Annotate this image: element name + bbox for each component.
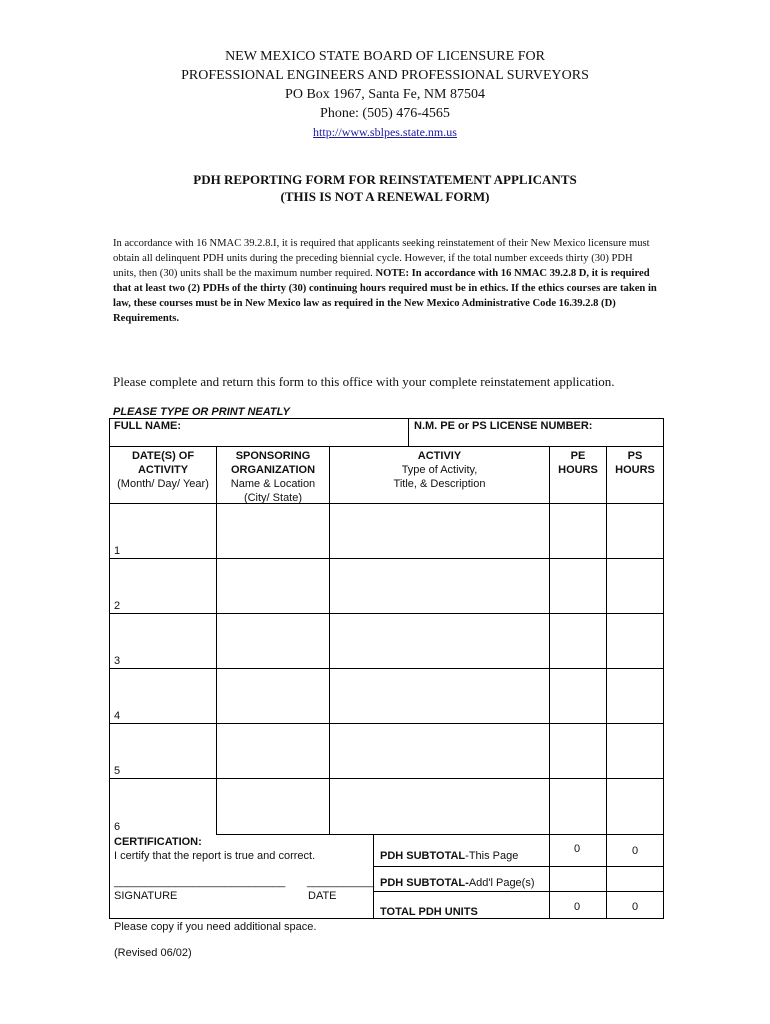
copy-note: Please copy if you need additional space.: [114, 921, 317, 933]
license-number-label: N.M. PE or PS LICENSE NUMBER:: [414, 420, 593, 432]
ps-subtotal-value: 0: [631, 845, 639, 857]
date-line: ___________: [307, 876, 375, 888]
total-pdh-label: TOTAL PDH UNITS: [380, 906, 478, 918]
form-title: PDH REPORTING FORM FOR REINSTATEMENT APPLICANTS: [193, 172, 577, 187]
col-date-l2: ACTIVITY: [137, 464, 189, 476]
full-name-label: FULL NAME:: [114, 420, 182, 432]
col-ps-l1: PS: [627, 450, 643, 462]
col-sponsor-header: [217, 449, 329, 505]
subtotal-page-label: [380, 850, 518, 862]
board-address: PO Box 1967, Santa Fe, NM 87504: [285, 87, 485, 102]
pe-total-value: 0: [573, 901, 581, 913]
intro-paragraph: [113, 236, 658, 326]
col-date-l3: (Month/ Day/ Year): [117, 478, 209, 490]
board-name-line2: PROFESSIONAL ENGINEERS AND PROFESSIONAL SURVEYORS: [181, 68, 589, 83]
form-subtitle: (THIS IS NOT A RENEWAL FORM): [280, 189, 490, 204]
col-pe-l1: PE: [570, 450, 586, 462]
col-pe-header: [550, 449, 606, 477]
col-date-header: [110, 449, 216, 491]
board-phone: Phone: (505) 476-4565: [320, 106, 450, 121]
col-activity-l1: ACTIVIY: [417, 450, 462, 462]
date-label: DATE: [308, 890, 337, 902]
col-ps-l2: HOURS: [615, 464, 655, 476]
col-sponsor-l3: Name & Location: [230, 478, 316, 490]
col-date-l1: DATE(S) OF: [131, 450, 195, 462]
row-number: 3: [114, 655, 121, 667]
intro-text: In accordance with 16 NMAC 39.2.8.I, it is required that applicants seeking reinstatement of their New Mexico licensure must obtain all delinquent PDH units during the preceding biennial cycle. However, if the total number exceeds thirty (30) PDH units, then (30) units shall be the maximum number required.: [113, 238, 650, 279]
col-sponsor-l2: ORGANIZATION: [230, 464, 316, 476]
intro-note: NOTE: In accordance with 16 NMAC 39.2.8 D, it is required that at least two (2) PDHs of the thirty (30) continuing hours required must be in ethics. If the ethics courses are taken in law, these courses must be in New Mexico law as required in the New Mexico Administrative Code 16.39.2.8 (D) Requirements.: [113, 268, 657, 324]
col-pe-l2: HOURS: [558, 464, 598, 476]
ps-total-value: 0: [631, 901, 639, 913]
col-activity-l3: Title, & Description: [393, 478, 486, 490]
subtotal-addl-rest: Add'l Page(s): [468, 877, 535, 889]
col-ps-header: [607, 449, 663, 477]
instruction-text: Please complete and return this form to this office with your complete reinstatement application.: [113, 374, 615, 389]
subtotal-addl-label: [380, 877, 535, 889]
subtotal-page-bold: PDH SUBTOTAL: [380, 850, 466, 862]
please-type-label: PLEASE TYPE OR PRINT NEATLY: [113, 406, 290, 418]
row-number: 5: [114, 765, 121, 777]
col-sponsor-l4: (City/ State): [243, 492, 303, 504]
certification-label: CERTIFICATION:: [114, 836, 202, 848]
row-number: 6: [114, 821, 121, 833]
board-url-wrap: [0, 125, 770, 141]
board-url-link[interactable]: http://www.sblpes.state.nm.us: [313, 125, 457, 139]
col-activity-header: [330, 449, 549, 491]
signature-line: ____________________________: [114, 876, 286, 888]
signature-label: SIGNATURE: [114, 890, 178, 902]
col-activity-l2: Type of Activity,: [401, 464, 478, 476]
certification-text: I certify that the report is true and correct.: [114, 850, 316, 862]
row-number: 2: [114, 600, 121, 612]
row-number: 1: [114, 545, 121, 557]
col-sponsor-l1: SPONSORING: [235, 450, 311, 462]
subtotal-page-rest: -This Page: [465, 850, 519, 862]
row-number: 4: [114, 710, 121, 722]
subtotal-addl-bold: PDH SUBTOTAL-: [380, 877, 469, 889]
board-name-line1: NEW MEXICO STATE BOARD OF LICENSURE FOR: [225, 49, 545, 64]
pe-subtotal-value: 0: [573, 843, 581, 855]
revision-note: (Revised 06/02): [114, 947, 192, 959]
